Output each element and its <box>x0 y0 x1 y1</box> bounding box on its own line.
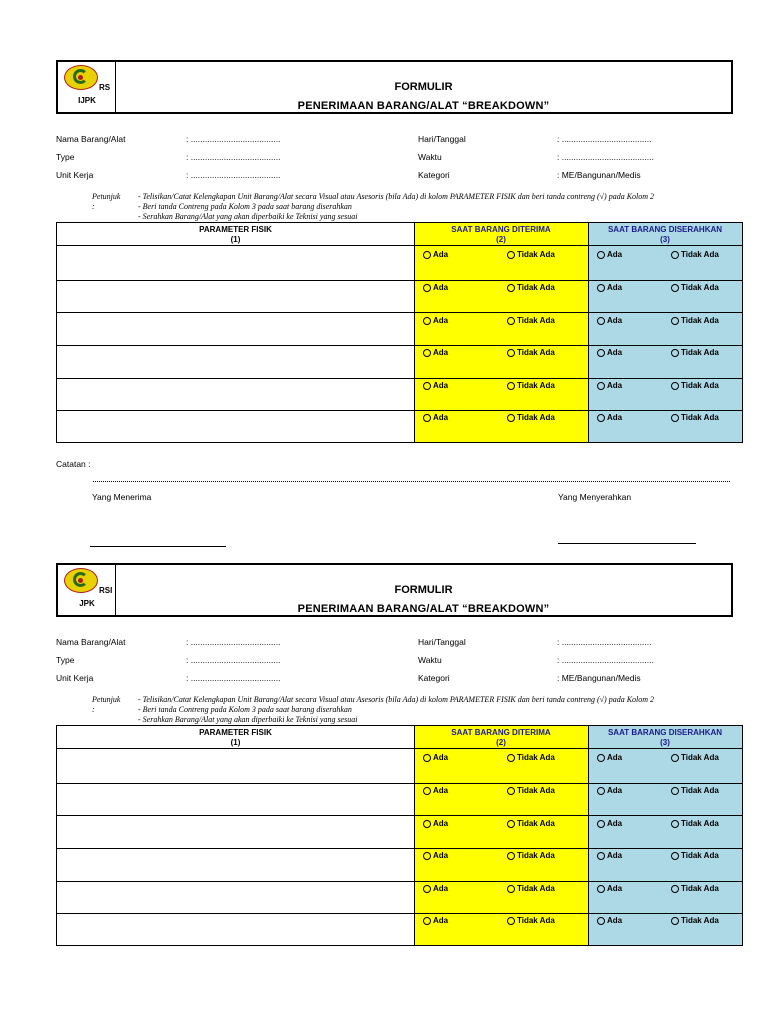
instructions-label: Petunjuk : <box>92 192 121 211</box>
option-diserahkan-tidak-ada[interactable] <box>671 381 719 390</box>
option-diterima-tidak-ada[interactable] <box>507 316 555 325</box>
radio-circle-icon[interactable] <box>671 382 679 390</box>
option-diterima-tidak-ada[interactable] <box>507 348 555 357</box>
option-label: Tidak Ada <box>517 819 555 828</box>
table-row <box>57 781 412 811</box>
logo-cell <box>58 62 116 112</box>
option-label: Ada <box>607 250 623 259</box>
field-value-type[interactable]: : ...................................... <box>186 152 281 162</box>
radio-circle-icon[interactable] <box>597 787 605 795</box>
radio-circle-icon[interactable] <box>423 317 431 325</box>
option-diserahkan-ada[interactable] <box>597 786 622 795</box>
radio-circle-icon[interactable] <box>671 820 679 828</box>
radio-circle-icon[interactable] <box>423 917 431 925</box>
option-diterima-ada[interactable] <box>423 916 448 925</box>
radio-circle-icon[interactable] <box>671 852 679 860</box>
radio-circle-icon[interactable] <box>671 284 679 292</box>
form-title: FORMULIR <box>394 584 453 596</box>
option-label: Ada <box>433 786 449 795</box>
giver-label: Yang Menyerahkan <box>558 492 632 502</box>
form-bottom <box>0 503 768 1003</box>
option-diterima-tidak-ada[interactable] <box>507 753 555 762</box>
field-label-nama-barang: Nama Barang/Alat <box>56 637 126 647</box>
field-label-unit-kerja: Unit Kerja <box>56 673 94 683</box>
option-label: Tidak Ada <box>517 283 555 292</box>
radio-circle-icon[interactable] <box>671 917 679 925</box>
option-diserahkan-tidak-ada[interactable] <box>671 413 719 422</box>
form-top <box>0 0 768 500</box>
option-diserahkan-ada[interactable] <box>597 884 622 893</box>
option-diterima-ada[interactable] <box>423 413 448 422</box>
option-diserahkan-tidak-ada[interactable] <box>671 786 719 795</box>
radio-circle-icon[interactable] <box>671 317 679 325</box>
radio-circle-icon[interactable] <box>671 754 679 762</box>
field-value-hari-tanggal[interactable]: : ...................................... <box>557 134 652 144</box>
field-value-kategori: : ME/Bangunan/Medis <box>557 673 641 683</box>
option-label: Tidak Ada <box>681 381 719 390</box>
parameter-table <box>56 222 743 443</box>
option-label: Tidak Ada <box>517 753 555 762</box>
option-label: Tidak Ada <box>517 348 555 357</box>
radio-circle-icon[interactable] <box>597 349 605 357</box>
field-label-unit-kerja: Unit Kerja <box>56 170 94 180</box>
option-label: Ada <box>433 413 449 422</box>
option-label: Tidak Ada <box>517 316 555 325</box>
field-value-kategori: : ME/Bangunan/Medis <box>557 170 641 180</box>
option-label: Tidak Ada <box>681 316 719 325</box>
option-label: Ada <box>433 250 449 259</box>
hospital-logo-icon <box>64 568 98 593</box>
field-label-waktu: Waktu <box>418 655 442 665</box>
option-diterima-ada[interactable] <box>423 348 448 357</box>
option-diterima-tidak-ada[interactable] <box>507 916 555 925</box>
option-label: Tidak Ada <box>517 884 555 893</box>
option-label: Tidak Ada <box>517 916 555 925</box>
field-label-type: Type <box>56 655 75 665</box>
form-subtitle: PENERIMAAN BARANG/ALAT “BREAKDOWN” <box>297 100 550 112</box>
radio-circle-icon[interactable] <box>423 414 431 422</box>
option-diterima-ada[interactable] <box>423 316 448 325</box>
field-value-unit-kerja[interactable]: : ...................................... <box>186 170 281 180</box>
header-parameter-fisik: PARAMETER FISIK (1) <box>199 728 272 747</box>
radio-circle-icon[interactable] <box>423 251 431 259</box>
option-label: Ada <box>607 381 623 390</box>
option-label: Tidak Ada <box>681 786 719 795</box>
header-saat-diterima: SAAT BARANG DITERIMA (2) <box>451 225 551 244</box>
radio-circle-icon[interactable] <box>671 885 679 893</box>
option-diterima-tidak-ada[interactable] <box>507 413 555 422</box>
option-diterima-ada[interactable] <box>423 851 448 860</box>
option-label: Ada <box>607 283 623 292</box>
instruction-line: - Telisikan/Catat Kelengkapan Unit Barang/Alat secara Visual atau Asesoris (bila Ada) di kolom PARAMETER FISIK dan beri tanda contreng (√) pada Kolom 2 <box>138 192 655 201</box>
header-saat-diterima: SAAT BARANG DITERIMA (2) <box>451 728 551 747</box>
form-header <box>56 563 733 617</box>
option-diserahkan-ada[interactable] <box>597 413 622 422</box>
radio-circle-icon[interactable] <box>507 349 515 357</box>
field-label-nama-barang: Nama Barang/Alat <box>56 134 126 144</box>
option-label: Tidak Ada <box>681 283 719 292</box>
option-diserahkan-tidak-ada[interactable] <box>671 916 719 925</box>
notes-line[interactable] <box>93 481 730 482</box>
option-label: Tidak Ada <box>517 786 555 795</box>
instruction-line: - Beri tanda Contreng pada Kolom 3 pada saat barang diserahkan <box>138 705 352 714</box>
radio-circle-icon[interactable] <box>423 382 431 390</box>
table-row <box>57 879 412 909</box>
option-diserahkan-tidak-ada[interactable] <box>671 316 719 325</box>
field-value-hari-tanggal[interactable]: : ...................................... <box>557 637 652 647</box>
radio-circle-icon[interactable] <box>423 349 431 357</box>
table-row <box>57 911 412 941</box>
table-row <box>57 376 412 406</box>
field-value-unit-kerja[interactable]: : ...................................... <box>186 673 281 683</box>
option-label: Tidak Ada <box>681 753 719 762</box>
radio-circle-icon[interactable] <box>671 349 679 357</box>
radio-circle-icon[interactable] <box>507 382 515 390</box>
field-label-type: Type <box>56 152 75 162</box>
radio-circle-icon[interactable] <box>423 820 431 828</box>
radio-circle-icon[interactable] <box>597 754 605 762</box>
option-label: Ada <box>433 819 449 828</box>
option-label: Tidak Ada <box>681 413 719 422</box>
radio-circle-icon[interactable] <box>597 251 605 259</box>
field-label-kategori: Kategori <box>418 170 450 180</box>
radio-circle-icon[interactable] <box>507 820 515 828</box>
option-diserahkan-tidak-ada[interactable] <box>671 819 719 828</box>
option-label: Ada <box>607 786 623 795</box>
option-label: Tidak Ada <box>681 819 719 828</box>
parameter-table <box>56 725 743 946</box>
option-diserahkan-tidak-ada[interactable] <box>671 851 719 860</box>
instructions-label: Petunjuk : <box>92 695 121 714</box>
option-label: Ada <box>433 283 449 292</box>
field-value-waktu[interactable]: : ....................................... <box>557 152 654 162</box>
option-label: Ada <box>607 348 623 357</box>
option-label: Ada <box>433 316 449 325</box>
instruction-line: - Serahkan Barang/Alat yang akan diperbaiki ke Teknisi yang sesuai <box>138 715 358 724</box>
logo-cell <box>58 565 116 615</box>
option-label: Ada <box>433 916 449 925</box>
option-diterima-ada[interactable] <box>423 786 448 795</box>
option-label: Tidak Ada <box>681 348 719 357</box>
radio-circle-icon[interactable] <box>423 885 431 893</box>
field-label-waktu: Waktu <box>418 152 442 162</box>
option-diserahkan-tidak-ada[interactable] <box>671 283 719 292</box>
option-diserahkan-ada[interactable] <box>597 316 622 325</box>
field-label-hari-tanggal: Hari/Tanggal <box>418 134 466 144</box>
radio-circle-icon[interactable] <box>507 754 515 762</box>
radio-circle-icon[interactable] <box>597 852 605 860</box>
notes-label: Catatan : <box>56 459 91 469</box>
table-row <box>57 748 412 778</box>
logo-ijpk-text: JPK <box>79 599 95 608</box>
table-row <box>57 343 412 373</box>
radio-circle-icon[interactable] <box>597 917 605 925</box>
option-label: Tidak Ada <box>681 250 719 259</box>
option-diterima-tidak-ada[interactable] <box>507 786 555 795</box>
option-label: Ada <box>607 316 623 325</box>
radio-circle-icon[interactable] <box>423 754 431 762</box>
header-parameter-fisik: PARAMETER FISIK (1) <box>199 225 272 244</box>
table-row <box>57 814 412 844</box>
logo-rs-text: RS <box>99 83 111 92</box>
radio-circle-icon[interactable] <box>507 917 515 925</box>
option-label: Ada <box>433 348 449 357</box>
option-label: Ada <box>607 851 623 860</box>
option-diserahkan-ada[interactable] <box>597 283 622 292</box>
option-label: Ada <box>607 753 623 762</box>
radio-circle-icon[interactable] <box>597 382 605 390</box>
option-label: Ada <box>607 413 623 422</box>
option-label: Ada <box>433 381 449 390</box>
radio-circle-icon[interactable] <box>671 414 679 422</box>
option-diterima-ada[interactable] <box>423 753 448 762</box>
option-diterima-tidak-ada[interactable] <box>507 819 555 828</box>
radio-circle-icon[interactable] <box>597 284 605 292</box>
field-value-type[interactable]: : ...................................... <box>186 655 281 665</box>
option-diterima-tidak-ada[interactable] <box>507 283 555 292</box>
option-label: Ada <box>607 819 623 828</box>
radio-circle-icon[interactable] <box>507 852 515 860</box>
radio-circle-icon[interactable] <box>597 885 605 893</box>
form-subtitle: PENERIMAAN BARANG/ALAT “BREAKDOWN” <box>297 603 550 615</box>
radio-circle-icon[interactable] <box>671 251 679 259</box>
header-saat-diserahkan: SAAT BARANG DISERAHKAN (3) <box>607 225 723 244</box>
option-diserahkan-tidak-ada[interactable] <box>671 250 719 259</box>
radio-circle-icon[interactable] <box>423 852 431 860</box>
option-label: Tidak Ada <box>517 381 555 390</box>
option-label: Ada <box>607 916 623 925</box>
logo-ijpk-text: IJPK <box>78 96 96 105</box>
radio-circle-icon[interactable] <box>597 317 605 325</box>
hospital-logo-icon <box>64 65 98 90</box>
instruction-line: - Telisikan/Catat Kelengkapan Unit Barang/Alat secara Visual atau Asesoris (bila Ada) di kolom PARAMETER FISIK dan beri tanda contreng (√) pada Kolom 2 <box>138 695 655 704</box>
option-diterima-ada[interactable] <box>423 381 448 390</box>
option-diserahkan-tidak-ada[interactable] <box>671 753 719 762</box>
option-diterima-ada[interactable] <box>423 250 448 259</box>
field-value-waktu[interactable]: : ....................................... <box>557 655 654 665</box>
option-label: Ada <box>433 851 449 860</box>
option-diserahkan-ada[interactable] <box>597 250 622 259</box>
option-label: Ada <box>433 884 449 893</box>
radio-circle-icon[interactable] <box>507 251 515 259</box>
field-label-kategori: Kategori <box>418 673 450 683</box>
option-label: Tidak Ada <box>517 250 555 259</box>
table-row <box>57 408 412 438</box>
radio-circle-icon[interactable] <box>507 414 515 422</box>
instruction-line: - Serahkan Barang/Alat yang akan diperbaiki ke Teknisi yang sesuai <box>138 212 358 221</box>
field-value-nama-barang[interactable]: : ...................................... <box>186 637 281 647</box>
option-label: Tidak Ada <box>517 413 555 422</box>
option-diserahkan-ada[interactable] <box>597 348 622 357</box>
radio-circle-icon[interactable] <box>507 284 515 292</box>
radio-circle-icon[interactable] <box>507 317 515 325</box>
form-title: FORMULIR <box>394 81 453 93</box>
receiver-label: Yang Menerima <box>92 492 152 502</box>
option-diterima-ada[interactable] <box>423 819 448 828</box>
radio-circle-icon[interactable] <box>507 787 515 795</box>
radio-circle-icon[interactable] <box>423 787 431 795</box>
logo-rs-text: RSI <box>99 586 113 595</box>
option-label: Tidak Ada <box>681 851 719 860</box>
option-diterima-ada[interactable] <box>423 283 448 292</box>
option-diterima-tidak-ada[interactable] <box>507 884 555 893</box>
option-diserahkan-tidak-ada[interactable] <box>671 348 719 357</box>
radio-circle-icon[interactable] <box>507 885 515 893</box>
option-diserahkan-tidak-ada[interactable] <box>671 884 719 893</box>
header-saat-diserahkan: SAAT BARANG DISERAHKAN (3) <box>607 728 723 747</box>
radio-circle-icon[interactable] <box>671 787 679 795</box>
option-diterima-tidak-ada[interactable] <box>507 851 555 860</box>
option-label: Ada <box>433 753 449 762</box>
option-label: Tidak Ada <box>681 884 719 893</box>
option-diterima-ada[interactable] <box>423 884 448 893</box>
option-label: Tidak Ada <box>517 851 555 860</box>
table-row <box>57 245 412 275</box>
radio-circle-icon[interactable] <box>423 284 431 292</box>
radio-circle-icon[interactable] <box>597 820 605 828</box>
field-label-hari-tanggal: Hari/Tanggal <box>418 637 466 647</box>
table-row <box>57 846 412 876</box>
option-diserahkan-ada[interactable] <box>597 753 622 762</box>
field-value-nama-barang[interactable]: : ...................................... <box>186 134 281 144</box>
form-header <box>56 60 733 114</box>
option-diterima-tidak-ada[interactable] <box>507 381 555 390</box>
option-diterima-tidak-ada[interactable] <box>507 250 555 259</box>
radio-circle-icon[interactable] <box>597 414 605 422</box>
option-diserahkan-ada[interactable] <box>597 851 622 860</box>
table-row <box>57 278 412 308</box>
instruction-line: - Beri tanda Contreng pada Kolom 3 pada saat barang diserahkan <box>138 202 352 211</box>
option-diserahkan-ada[interactable] <box>597 916 622 925</box>
option-label: Ada <box>607 884 623 893</box>
option-diserahkan-ada[interactable] <box>597 819 622 828</box>
table-row <box>57 311 412 341</box>
option-label: Tidak Ada <box>681 916 719 925</box>
option-diserahkan-ada[interactable] <box>597 381 622 390</box>
